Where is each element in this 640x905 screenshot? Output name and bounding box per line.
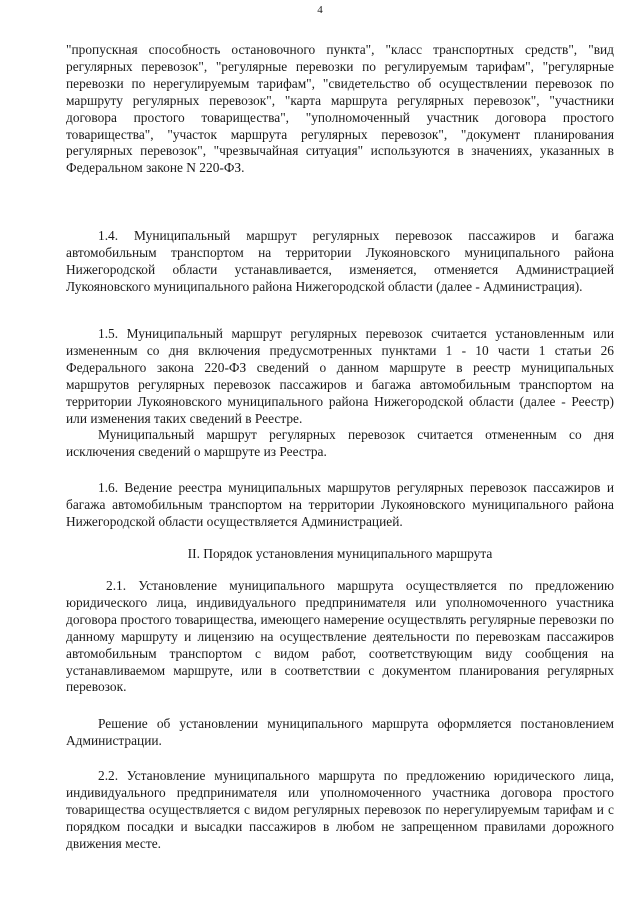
paragraph-text: 1.5. Муниципальный маршрут регулярных перевозок считается установленным или измененным со дня включения предусмотренных пунктами 1 - 10 части 1 статьи 26 Федерального закона 220-ФЗ сведений о данном маршруте в реестр муниципальных маршрутов регулярных перевозок пассажиров и багажа автомобильным транспортом на территории Лукояновского муниципального района Нижегородской области (далее - Реестр) или изменения таких сведений в Реестре.: [66, 326, 614, 426]
paragraph-text: 1.4. Муниципальный маршрут регулярных перевозок пассажиров и багажа автомобильным транспортом на территории Лукояновского муниципального района Нижегородской области устанавливается, изменяется, отменяется Администрацией Лукояновского муниципального района Нижегородской области (далее - Администрация).: [66, 228, 614, 294]
paragraph-text: Решение об установлении муниципального маршрута оформляется постановлением Администрации.: [66, 716, 614, 748]
paragraph-1-5: [66, 326, 614, 461]
paragraph-text: 1.6. Ведение реестра муниципальных маршрутов регулярных перевозок пассажиров и багажа автомобильным транспортом на территории Лукояновского муниципального района Нижегородской области осуществляется Администрацией.: [66, 480, 614, 529]
paragraph-2-1-decision: [66, 716, 614, 750]
paragraph-2-1: [66, 578, 614, 696]
section-2-heading: [66, 546, 614, 563]
paragraph-1-4: [66, 228, 614, 296]
paragraph-1-6: [66, 480, 614, 531]
paragraph-text: 2.1. Установление муниципального маршрута осуществляется по предложению юридического лица, индивидуального предпринимателя или уполномоченного участника договора простого товарищества, имеющего намерение осуществлять регулярные перевозки по данному маршруту и лицензию на осуществление деятельности по перевозкам пассажиров автомобильным транспортом с видом работ, соответствующим виду сообщения на устанавливаемом маршруте, или в соответствии с документом планирования регулярных перевозок.: [66, 578, 614, 695]
paragraph-text: 2.2. Установление муниципального маршрута по предложению юридического лица, индивидуального предпринимателя или уполномоченного участника договора простого товарищества осуществляется с видом регулярных перевозок по нерегулируемым тарифам и с порядком посадки и высадки пассажиров в любом не запрещенном правилами дорожного движения месте.: [66, 768, 614, 851]
paragraph-terms: [66, 42, 614, 177]
page-number: 4: [317, 4, 323, 16]
paragraph-text: "пропускная способность остановочного пункта", "класс транспортных средств", "вид регулярных перевозок", "регулярные перевозки по регулируемым тарифам", "регулярные перевозки по нерегулируемым тарифам", "свидетельство об осуществлении перевозок по маршруту регулярных перевозок", "карта маршрута регулярных перевозок", "участники договора простого товарищества", "уполномоченный участник договора простого товарищества", "участок маршрута регулярных перевозок", "документ планирования регулярных перевозок", "чрезвычайная ситуация" используются в значениях, указанных в Федеральном законе N 220-ФЗ.: [66, 42, 614, 176]
paragraph-2-2: [66, 768, 614, 853]
paragraph-text: Муниципальный маршрут регулярных перевозок считается отмененным со дня исключения сведений о маршруте из Реестра.: [66, 427, 614, 460]
section-title: II. Порядок установления муниципального маршрута: [187, 546, 493, 561]
